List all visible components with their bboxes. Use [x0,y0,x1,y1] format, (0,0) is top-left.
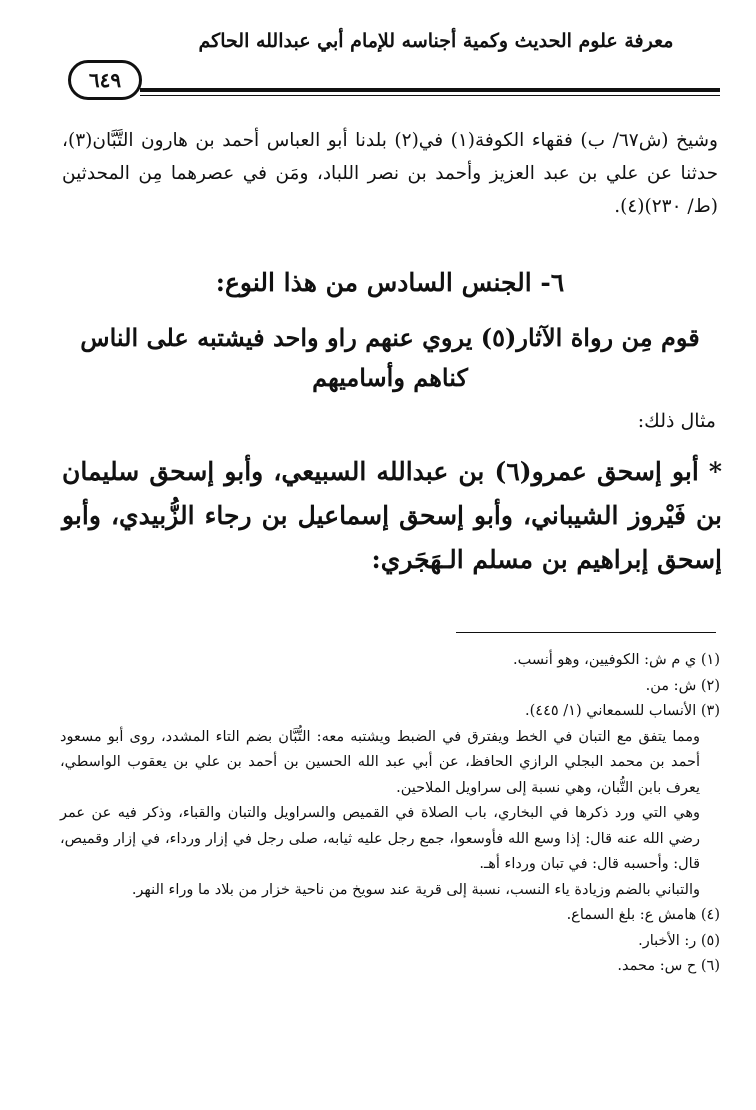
names-paragraph: * أبو إسحق عمرو(٦) بن عبدالله السبيعي، وأبو إسحق سليمان بن فَيْروز الشيباني، وأبو إسحق إسماعيل بن رجاء الزُّبيدي، وأبو إسحق إبراهيم بن مسلم الـهَجَري: [62,457,722,574]
footnote-3: (٣) الأنساب للسمعاني (١/ ٤٤٥). [525,703,720,719]
footnotes [60,648,720,980]
footnote-6: (٦) ح س: محمد. [617,958,720,974]
footnote-2: (٢) ش: من. [645,677,720,694]
footnote-rule [456,632,716,633]
footnote-1: (١) ي م ش: الكوفيين، وهو أنسب. [512,652,720,668]
example-label: مثال ذلك: [637,410,716,432]
header-rule [140,88,720,96]
footnote-3-note-a: ومما يتفق مع التبان في الخط ويفترق في الضبط ويشتبه معه: التُّبَّان بضم التاء المشدد، روى أبو مسعود أحمد بن محمد البجلي الرازي الحافظ، عن أبي عبد الله الحسين بن أحمد بن علي بن يعقوب الواسطي، يعرف بابن التُّبان، وهي نسبة إلى سراويل الملاحين. [60,728,700,796]
footnote-4: (٤) هامش ع: بلغ السماع. [566,907,720,923]
running-header: معرفة علوم الحديث وكمية أجناسه للإمام أبي عبدالله الحاكم [198,30,674,52]
footnote-3-note-c: والتباني بالضم وزيادة ياء النسب، نسبة إلى قرية عند سويخ من ناحية خزار من بلاد ما وراء النهر. [131,881,700,898]
footnote-5: (٥) ر: الأخبار. [638,932,720,949]
section-heading: ٦- الجنس السادس من هذا النوع: [215,268,565,297]
page-number: ٦٤٩ [68,60,142,100]
section-subheading: قوم مِن رواة الآثار(٥) يروي عنهم راو واحد فيشتبه على الناس كناهم وأساميهم [80,323,700,392]
footnote-3-note-b: وهي التي ورد ذكرها في البخاري، باب الصلاة في القميص والسراويل والتبان والقباء، وذكر فيه عن عمر رضي الله عنه قال: إذا وسع الله فأوسعوا، جمع رجل عليه ثيابه، صلى رجل في إزار ورداء، في إزار وقميص، قال: وأحسبه قال: في تبان ورداء أهـ. [60,805,700,872]
body-paragraph: وشيخ (ش٦٧/ ب) فقهاء الكوفة(١) في(٢) بلدنا أبو العباس أحمد بن هارون التَّبَّان(٣)، حدثنا عن علي بن عبد العزيز وأحمد بن نصر اللباد، ومَن في عصرهما مِن المحدثين (ط/ ٢٣٠)(٤). [62,130,719,217]
